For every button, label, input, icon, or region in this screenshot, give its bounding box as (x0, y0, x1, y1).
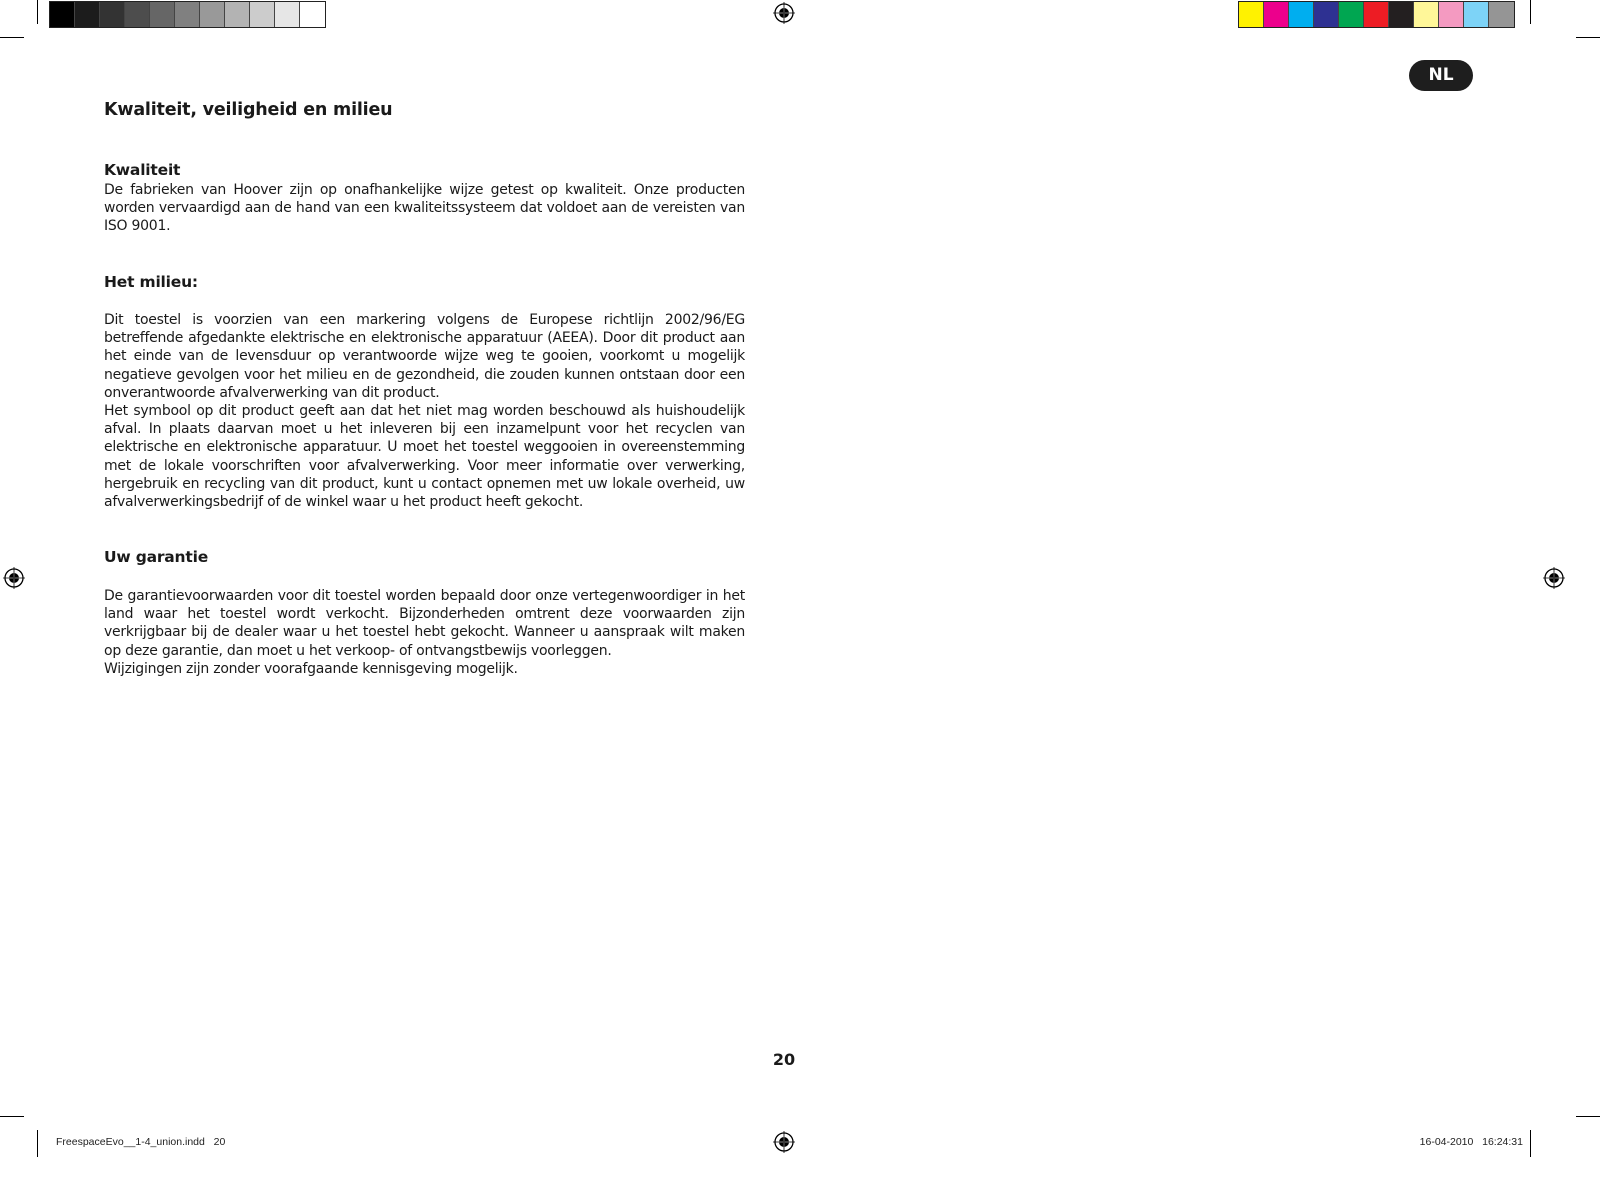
page-number: 20 (772, 1050, 796, 1069)
section-body-milieu (104, 311, 745, 511)
color-swatch (300, 2, 325, 27)
crop-mark (1576, 37, 1600, 38)
crop-mark (0, 37, 24, 38)
color-swatch (250, 2, 275, 27)
registration-mark-icon (3, 567, 25, 589)
color-swatch (275, 2, 300, 27)
color-swatch (1289, 2, 1314, 27)
paragraph: Het symbool op dit product geeft aan dat het niet mag worden beschouwd als huishoudelijk afval. In plaats daarvan moet u het inleveren bij een inzamelpunt voor het recyclen van elektrische en elektronische apparatuur. U moet het toestel weggooien in overeenstemming met de lokale voorschriften voor afvalverwerking. Voor meer informatie over verwerking, hergebruik en recycling van dit product, kunt u contact opnemen met uw lokale overheid, uw afvalverwerkingsbedrijf of de winkel waar u het product heeft gekocht. (104, 403, 745, 511)
crop-mark (1576, 1116, 1600, 1117)
color-swatch (1489, 2, 1514, 27)
gray-color-bar (49, 1, 326, 28)
color-swatch (1439, 2, 1464, 27)
registration-mark-icon (1543, 567, 1565, 589)
color-swatch (1264, 2, 1289, 27)
paragraph: De fabrieken van Hoover zijn op onafhankelijke wijze getest op kwaliteit. Onze producten worden vervaardigd aan de hand van een kwaliteitssysteem dat voldoet aan de vereisten van ISO 9001. (104, 182, 745, 235)
color-swatch (1389, 2, 1414, 27)
registration-mark-icon (773, 1131, 795, 1153)
color-swatch (175, 2, 200, 27)
section-heading-milieu: Het milieu: (104, 273, 198, 291)
color-swatch (1364, 2, 1389, 27)
section-body-kwaliteit (104, 181, 745, 236)
crop-mark (0, 1116, 24, 1117)
registration-mark-icon (773, 2, 795, 24)
slug-filename: FreespaceEvo__1-4_union.indd 20 (56, 1136, 226, 1148)
crop-mark (37, 1130, 38, 1157)
color-swatch (1464, 2, 1489, 27)
color-swatch (125, 2, 150, 27)
slug-datetime: 16-04-2010 16:24:31 (1419, 1136, 1523, 1148)
color-swatch (1339, 2, 1364, 27)
paragraph: De garantievoorwaarden voor dit toestel worden bepaald door onze vertegenwoordiger in het land waar het toestel wordt verkocht. Bijzonderheden omtrent deze voorwaarden zijn verkrijgbaar bij de dealer waar u het toestel hebt gekocht. Wanneer u aanspraak wilt maken op deze garantie, dan moet u het verkoop- of ontvangstbewijs voorleggen. (104, 588, 745, 659)
color-swatch (1314, 2, 1339, 27)
paragraph: Wijzigingen zijn zonder voorafgaande kennisgeving mogelijk. (104, 660, 518, 677)
paragraph: Dit toestel is voorzien van een markering volgens de Europese richtlijn 2002/96/EG betreffende afgedankte elektrische en elektronische apparatuur (AEEA). Door dit product aan het einde van de levensduur op verantwoorde wijze weg te gooien, voorkomt u mogelijk negatieve gevolgen voor het milieu en de gezondheid, die zouden kunnen ontstaan door een onverantwoorde afvalverwerking van dit product. (104, 312, 745, 401)
section-heading-kwaliteit: Kwaliteit (104, 161, 181, 179)
crop-mark (1530, 0, 1531, 24)
process-color-bar (1238, 1, 1515, 28)
color-swatch (225, 2, 250, 27)
color-swatch (75, 2, 100, 27)
section-heading-garantie: Uw garantie (104, 548, 209, 566)
color-swatch (1414, 2, 1439, 27)
crop-mark (1530, 1130, 1531, 1157)
language-badge: NL (1409, 60, 1473, 91)
page-title: Kwaliteit, veiligheid en milieu (104, 100, 393, 120)
color-swatch (1239, 2, 1264, 27)
section-body-garantie (104, 587, 745, 678)
color-swatch (100, 2, 125, 27)
color-swatch (150, 2, 175, 27)
crop-mark (37, 0, 38, 24)
color-swatch (50, 2, 75, 27)
color-swatch (200, 2, 225, 27)
